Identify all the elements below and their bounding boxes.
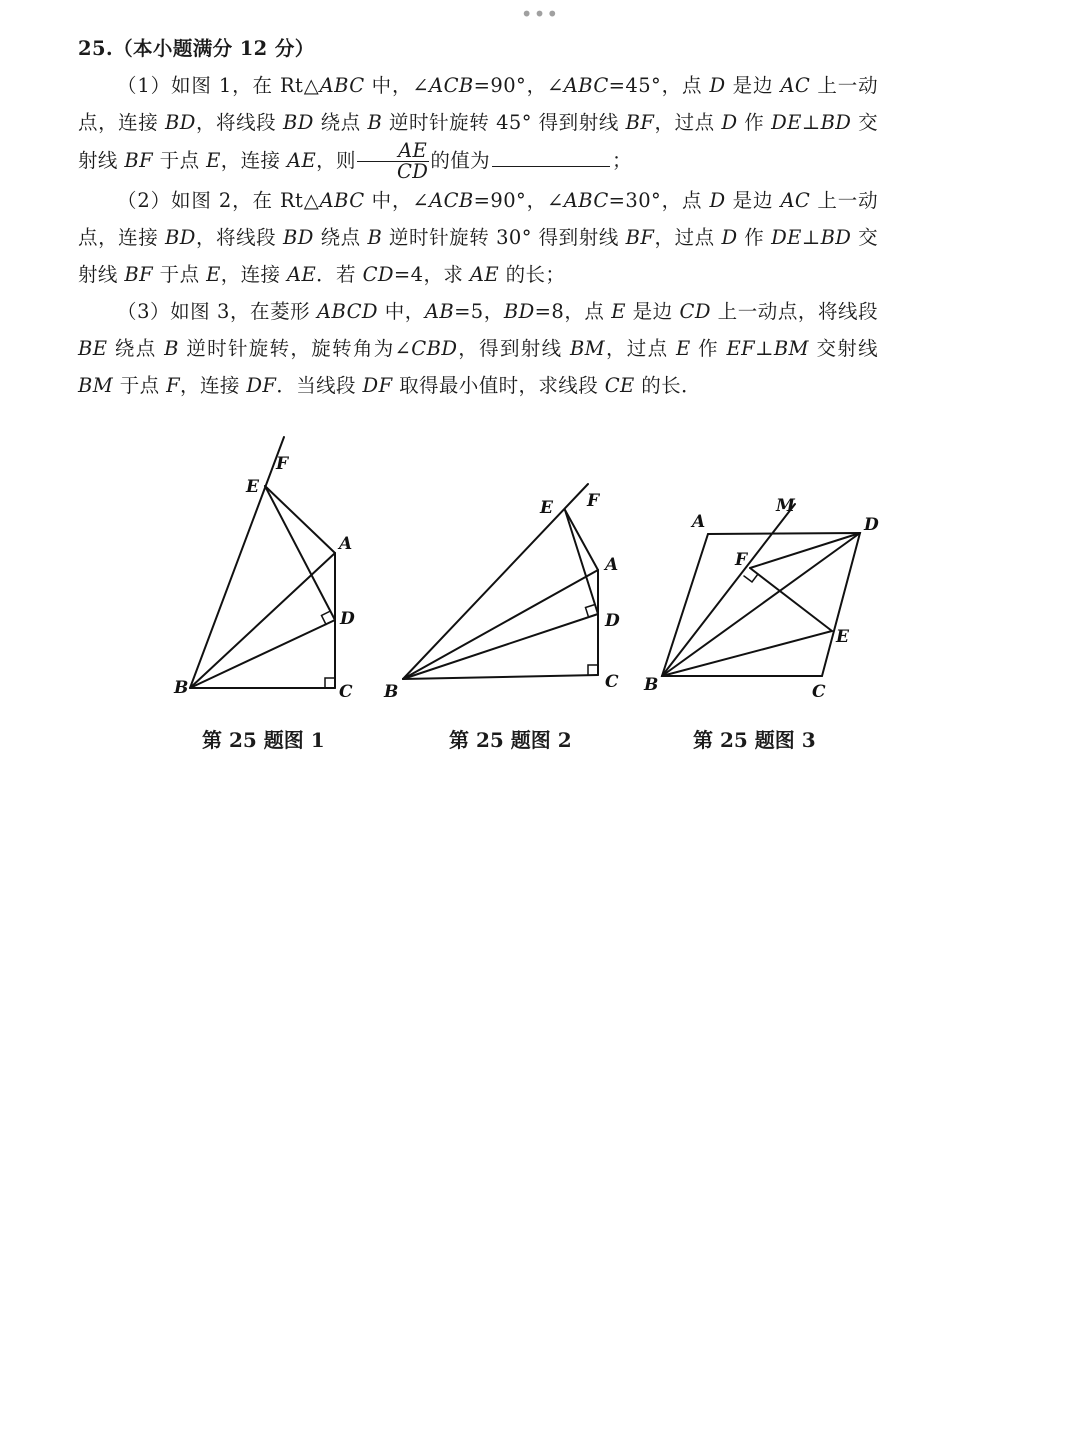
- segment-ea: [265, 486, 335, 553]
- point-c-label: C: [339, 682, 353, 702]
- segment-bc: [403, 675, 598, 679]
- point-m-label: M: [776, 496, 795, 516]
- fraction-ae-over-cd: $\frac{AE}{CD}$: [357, 141, 429, 182]
- point-d-label: D: [605, 611, 620, 631]
- segment-be: [662, 631, 832, 676]
- right-angle-c: [588, 665, 598, 675]
- question-25: [78, 30, 878, 404]
- segment-ed: [265, 486, 335, 620]
- point-a-label: A: [339, 534, 353, 554]
- question-part-1: （1）如图 1，在 Rt△ABC 中，∠ACB=90°，∠ABC=45°，点 D 是边 AC 上一动点，连接 BD，将线段 BD 绕点 B 逆时针旋转 45° 得到射线 BF，过点 D 作 DE⊥BD 交射线 BF 于点 E，连接 AE，则 $\frac{AE}{CD}$ 的值为 ；: [78, 74, 878, 183]
- question-part-3: （3）如图 3，在菱形 ABCD 中，AB=5，BD=8，点 E 是边 CD 上一动点，将线段 BE 绕点 B 逆时针旋转，旋转角为∠CBD，得到射线 BM，过点 E 作 EF⊥BM 交射线 BM 于点 F，连接 DF．当线段 DF 取得最小值时，求线段 CE 的长．: [78, 300, 878, 397]
- answer-blank[interactable]: [492, 144, 610, 167]
- point-b-label: B: [174, 678, 189, 698]
- point-e-label: E: [246, 477, 259, 497]
- point-d-label: D: [864, 515, 879, 535]
- segment-ba: [190, 553, 335, 688]
- figure-2-caption: 第 25 题图 2: [449, 728, 572, 752]
- point-f-label: F: [587, 491, 600, 511]
- point-e-label: E: [540, 498, 553, 518]
- point-e-label: E: [836, 627, 849, 647]
- ray-bm: [662, 504, 795, 676]
- point-b-label: B: [644, 675, 659, 695]
- figure-1-diagram: [190, 437, 335, 688]
- right-angle-c: [325, 678, 335, 688]
- point-a-label: A: [605, 555, 619, 575]
- more-options-icon[interactable]: •••: [520, 2, 560, 26]
- diagonal-bd: [662, 533, 860, 676]
- question-part-2: （2）如图 2，在 Rt△ABC 中，∠ACB=90°，∠ABC=30°，点 D 是边 AC 上一动点，连接 BD，将线段 BD 绕点 B 逆时针旋转 30° 得到射线 BF，过点 D 作 DE⊥BD 交射线 BF 于点 E，连接 AE．若 CD=4，求 AE 的长；: [78, 189, 878, 286]
- point-c-label: C: [605, 672, 619, 692]
- segment-fe: [750, 568, 832, 631]
- segment-fd: [750, 533, 860, 568]
- figure-2-diagram: [403, 484, 598, 679]
- question-title: 25.（本小题满分 12 分）: [78, 37, 315, 60]
- point-d-label: D: [340, 609, 355, 629]
- figures-area: [0, 430, 1080, 770]
- geometry-figures: [0, 430, 1080, 770]
- figure-1-caption: 第 25 题图 1: [202, 728, 325, 752]
- point-f-label: F: [276, 454, 289, 474]
- point-a-label: A: [692, 512, 706, 532]
- point-b-label: B: [384, 682, 399, 702]
- point-f-label: F: [735, 550, 748, 570]
- figure-3-caption: 第 25 题图 3: [693, 728, 816, 752]
- point-c-label: C: [812, 682, 826, 702]
- ray-bf: [403, 484, 588, 679]
- right-angle-f: [744, 574, 758, 582]
